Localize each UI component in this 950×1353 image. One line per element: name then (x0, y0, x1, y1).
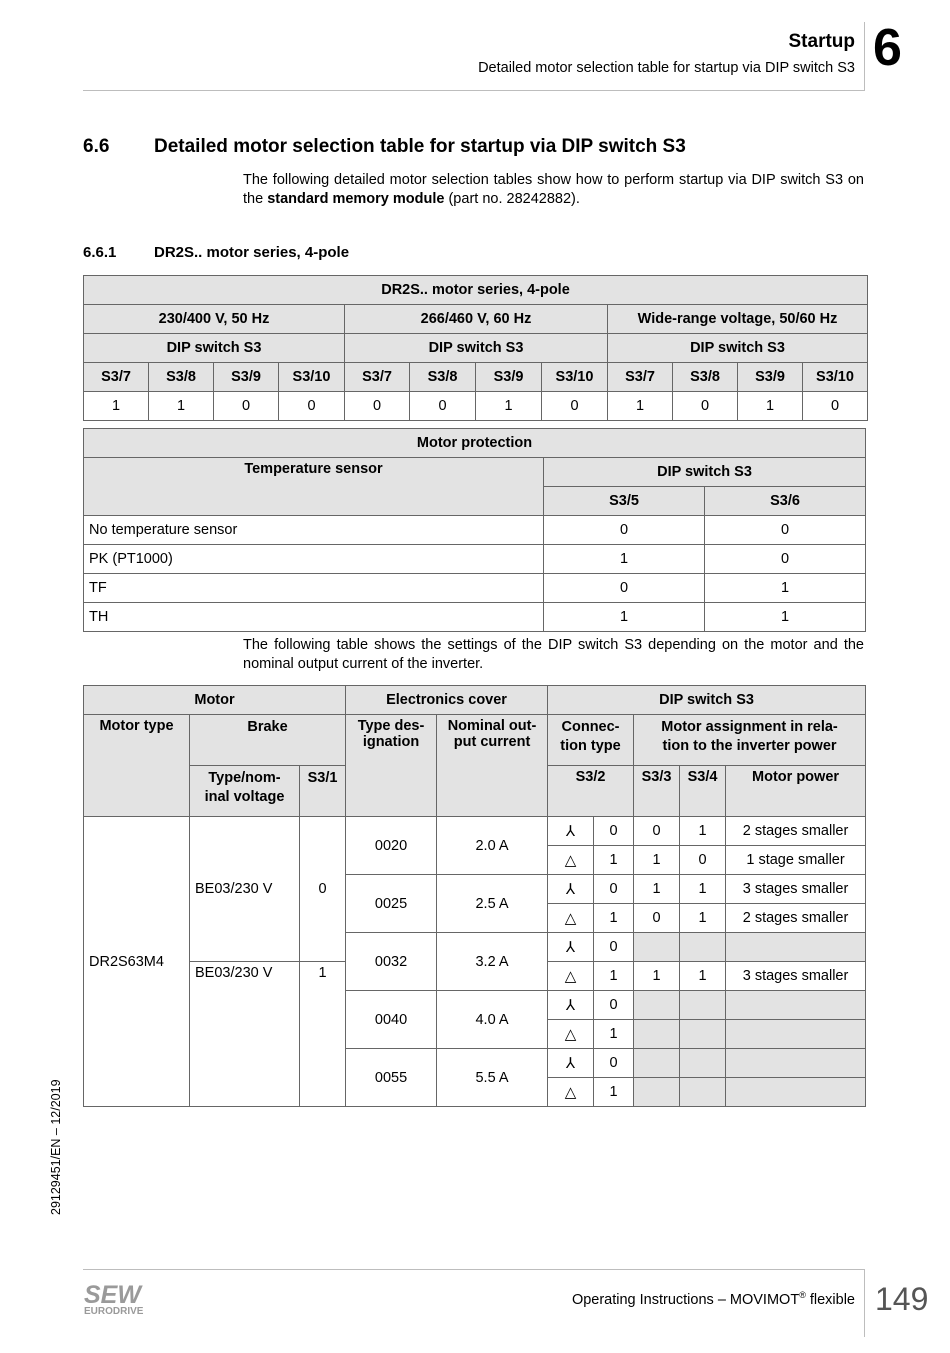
motor-power-cell (726, 933, 866, 962)
document-id: 29129451/EN – 12/2019 (49, 1079, 63, 1215)
table-row (84, 516, 866, 545)
motor-power-cell: 3 stages smaller (726, 875, 866, 904)
table1-dip-header: DIP switch S3 (84, 334, 345, 363)
table1-dip-header: DIP switch S3 (345, 334, 608, 363)
s3-2-cell: 0 (594, 933, 634, 962)
type-designation-cell: 0055 (346, 1049, 437, 1107)
settings-paragraph: The following table shows the settings of the DIP switch S3 depending on the motor and the nominal output current of the inverter. (243, 637, 864, 672)
electronics-cover-header: Electronics cover (346, 686, 548, 715)
nominal-current-cell: 3.2 A (437, 933, 548, 991)
s3-4-cell: 0 (680, 846, 726, 875)
s3-5-cell: 1 (544, 545, 705, 574)
s3-3-cell: 1 (634, 875, 680, 904)
sensor-cell: PK (PT1000) (84, 545, 544, 574)
brake-s3-1-cell: 1 (300, 962, 346, 1107)
table2-col-header: S3/6 (705, 487, 866, 516)
header-divider (83, 90, 865, 91)
table1-value-cell: 0 (803, 392, 868, 421)
s3-2-cell: 1 (594, 904, 634, 933)
s3-4-header: S3/4 (680, 766, 726, 817)
delta-connection-icon: △ (548, 962, 594, 991)
s3-4-cell: 1 (680, 875, 726, 904)
s3-4-cell: 1 (680, 962, 726, 991)
s3-3-cell (634, 1020, 680, 1049)
s3-4-cell (680, 1078, 726, 1107)
table1-value-cell: 1 (149, 392, 214, 421)
s3-2-cell: 0 (594, 1049, 634, 1078)
table1-value-cell: 1 (476, 392, 542, 421)
table1-col-header: S3/8 (149, 363, 214, 392)
table-row (84, 817, 866, 846)
table1-value-cell: 0 (214, 392, 279, 421)
star-connection-icon: ⅄ (548, 1049, 594, 1078)
type-designation-cell: 0040 (346, 991, 437, 1049)
s3-5-cell: 0 (544, 574, 705, 603)
table1-col-header: S3/10 (542, 363, 608, 392)
table1-col-header: S3/8 (673, 363, 738, 392)
type-voltage-header: Type/nom- inal voltage (190, 766, 300, 817)
motor-power-cell (726, 1020, 866, 1049)
intro-text-2: (part no. 28242882). (444, 191, 580, 207)
header-title: Startup (788, 31, 855, 52)
motor-power-cell: 2 stages smaller (726, 817, 866, 846)
brake-type-cell: BE03/230 V (190, 962, 300, 1107)
motor-power-header: Motor power (726, 766, 866, 817)
table1-col-header: S3/9 (476, 363, 542, 392)
delta-connection-icon: △ (548, 1078, 594, 1107)
table1-col-header: S3/8 (410, 363, 476, 392)
motor-header: Motor (84, 686, 346, 715)
type-designation-cell: 0025 (346, 875, 437, 933)
s3-2-cell: 0 (594, 817, 634, 846)
s3-2-header: S3/2 (548, 766, 634, 817)
star-connection-icon: ⅄ (548, 875, 594, 904)
motor-series-table (83, 275, 868, 421)
s3-4-cell (680, 991, 726, 1020)
s3-2-cell: 1 (594, 962, 634, 991)
brake-type-cell: BE03/230 V (190, 817, 300, 962)
table1-value-cell: 1 (84, 392, 149, 421)
motor-protection-table (83, 428, 866, 632)
s3-2-cell: 1 (594, 1078, 634, 1107)
star-connection-icon: ⅄ (548, 933, 594, 962)
delta-connection-icon: △ (548, 1020, 594, 1049)
table1-col-header: S3/10 (279, 363, 345, 392)
table1-col-header: S3/7 (84, 363, 149, 392)
subsection-number: 6.6.1 (83, 244, 117, 261)
sensor-cell: TF (84, 574, 544, 603)
table1-col-header: S3/7 (345, 363, 410, 392)
table1-value-cell: 0 (345, 392, 410, 421)
s3-6-cell: 0 (705, 516, 866, 545)
table1-value-cell: 1 (608, 392, 673, 421)
s3-4-cell: 1 (680, 904, 726, 933)
chapter-number: 6 (873, 19, 902, 77)
type-designation-header: Type des- ignation (346, 715, 437, 817)
s3-3-cell: 0 (634, 904, 680, 933)
motor-power-cell: 2 stages smaller (726, 904, 866, 933)
s3-6-cell: 1 (705, 603, 866, 632)
s3-3-cell (634, 991, 680, 1020)
nominal-current-header: Nominal out- put current (437, 715, 548, 817)
s3-3-cell: 0 (634, 817, 680, 846)
s3-4-cell (680, 1049, 726, 1078)
nominal-current-cell: 4.0 A (437, 991, 548, 1049)
header-divider-vertical (864, 22, 865, 90)
section-title: Detailed motor selection table for startup via DIP switch S3 (154, 136, 686, 157)
footer-title-end: flexible (805, 1291, 855, 1308)
delta-connection-icon: △ (548, 846, 594, 875)
sensor-cell: No temperature sensor (84, 516, 544, 545)
s3-1-header: S3/1 (300, 766, 346, 817)
intro-bold-text: standard memory module (267, 191, 445, 207)
s3-3-cell: 1 (634, 846, 680, 875)
footer-title: Operating Instructions – MOVIMOT (571, 1291, 800, 1308)
subsection-title: DR2S.. motor series, 4-pole (154, 244, 350, 261)
intro-paragraph (243, 171, 864, 209)
motor-power-cell: 1 stage smaller (726, 846, 866, 875)
delta-connection-icon: △ (548, 904, 594, 933)
s3-4-cell (680, 1020, 726, 1049)
star-connection-icon: ⅄ (548, 991, 594, 1020)
motor-power-cell (726, 1078, 866, 1107)
logo-bottom: EURODRIVE (84, 1306, 144, 1317)
table1-group-header: 266/460 V, 60 Hz (345, 305, 608, 334)
motor-assignment-table (83, 685, 866, 1107)
connection-type-header: Connec- tion type (548, 715, 634, 766)
header-subtitle: Detailed motor selection table for startup via DIP switch S3 (478, 60, 855, 76)
s3-3-header: S3/3 (634, 766, 680, 817)
motor-assignment-header: Motor assignment in rela- tion to the inverter power (634, 715, 866, 766)
s3-3-cell: 1 (634, 962, 680, 991)
section-number: 6.6 (83, 136, 110, 157)
nominal-current-cell: 5.5 A (437, 1049, 548, 1107)
table1-col-header: S3/9 (214, 363, 279, 392)
table1-dip-header: DIP switch S3 (608, 334, 868, 363)
nominal-current-cell: 2.0 A (437, 817, 548, 875)
star-connection-icon: ⅄ (548, 817, 594, 846)
s3-5-cell: 0 (544, 516, 705, 545)
type-designation-cell: 0032 (346, 933, 437, 991)
brake-header: Brake (190, 715, 346, 766)
s3-2-cell: 0 (594, 991, 634, 1020)
table2-col-header: S3/5 (544, 487, 705, 516)
table2-sensor-header: Temperature sensor (84, 458, 544, 516)
registered-mark: ® (799, 1290, 806, 1300)
logo-top: SEW (84, 1281, 141, 1309)
table1-value-cell: 1 (738, 392, 803, 421)
table1-col-header: S3/7 (608, 363, 673, 392)
footer-text (572, 1290, 855, 1308)
s3-2-cell: 1 (594, 1020, 634, 1049)
motor-type-header: Motor type (84, 715, 190, 817)
table1-col-header: S3/9 (738, 363, 803, 392)
s3-4-cell (680, 933, 726, 962)
motor-power-cell (726, 991, 866, 1020)
type-designation-cell: 0020 (346, 817, 437, 875)
s3-3-cell (634, 933, 680, 962)
table1-value-cell: 0 (279, 392, 345, 421)
nominal-current-cell: 2.5 A (437, 875, 548, 933)
table1-value-cell: 0 (542, 392, 608, 421)
motor-type-cell: DR2S63M4 (84, 817, 190, 1107)
table-row (84, 545, 866, 574)
motor-power-cell: 3 stages smaller (726, 962, 866, 991)
sensor-cell: TH (84, 603, 544, 632)
footer-divider (83, 1269, 865, 1270)
s3-6-cell: 0 (705, 545, 866, 574)
dip-switch-header: DIP switch S3 (548, 686, 866, 715)
table1-value-cell: 0 (410, 392, 476, 421)
s3-2-cell: 0 (594, 875, 634, 904)
table1-title: DR2S.. motor series, 4-pole (84, 276, 868, 305)
footer-divider-vertical (864, 1269, 865, 1337)
page-number: 149 (875, 1281, 929, 1317)
brake-s3-1-cell: 0 (300, 817, 346, 962)
sew-eurodrive-logo (83, 1281, 163, 1317)
s3-4-cell: 1 (680, 817, 726, 846)
s3-3-cell (634, 1049, 680, 1078)
table1-group-header: 230/400 V, 50 Hz (84, 305, 345, 334)
intro-text-1: The following detailed motor selection tables show how to perform startup via DIP switch S3 on the (243, 172, 864, 207)
table1-group-header: Wide-range voltage, 50/60 Hz (608, 305, 868, 334)
table1-value-cell: 0 (673, 392, 738, 421)
table-row (84, 574, 866, 603)
motor-power-cell (726, 1049, 866, 1078)
table2-title: Motor protection (84, 429, 866, 458)
s3-2-cell: 1 (594, 846, 634, 875)
table1-col-header: S3/10 (803, 363, 868, 392)
table-row (84, 603, 866, 632)
s3-6-cell: 1 (705, 574, 866, 603)
s3-5-cell: 1 (544, 603, 705, 632)
s3-3-cell (634, 1078, 680, 1107)
table2-dip-header: DIP switch S3 (544, 458, 866, 487)
